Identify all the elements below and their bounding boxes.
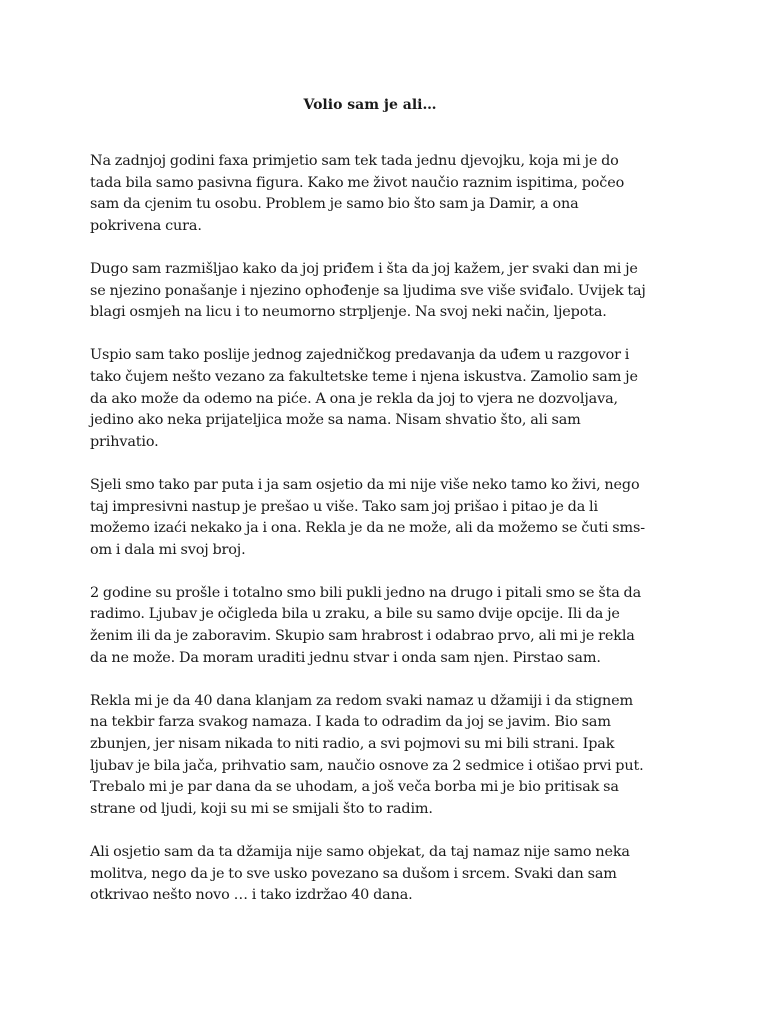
text-line: Ali osjetio sam da ta džamija nije samo objekat, da taj namaz nije samo neka [90,844,630,860]
text-line: strane od ljudi, koji su mi se smijali što to radim. [90,800,433,817]
text-line: pokrivena cura. [90,217,202,234]
text-line: tada bila samo pasivna figura. Kako me život naučio raznim ispitima, počeo [90,174,625,191]
text-line: 2 godine su prošle i totalno smo bili pukli jedno na drugo i pitali smo se šta da [90,584,642,601]
paragraph-2 [90,259,680,324]
text-line: Rekla mi je da 40 dana klanjam za redom svaki namaz u džamiji i da stignem [90,692,634,709]
text-line: da ako može da odemo na piće. A ona je rekla da joj to vjera ne dozvoljava, [90,390,618,407]
text-line: zbunjen, jer nisam nikada to niti radio, a svi pojmovi su mi bili strani. Ipak [90,736,615,753]
text-line: prihvatio. [90,433,159,450]
paragraph-7 [90,842,680,907]
text-line: om i dala mi svoj broj. [90,541,246,558]
text-line: blagi osmjeh na licu i to neumorno strpljenje. Na svoj neki način, ljepota. [90,304,607,321]
text-line: otkrivao nešto novo … i tako izdržao 40 dana. [90,887,413,904]
text-line: jedino ako neka prijateljica može sa nama. Nisam shvatio što, ali sam [90,412,581,429]
text-line: ljubav je bila jača, prihvatio sam, naučio osnove za 2 sedmice i otišao prvi put. [90,757,644,774]
paragraph-4 [90,475,680,561]
text-line: Uspio sam tako poslije jednog zajedničkog predavanja da uđem u razgovor i [90,347,630,364]
text-line: na tekbir farza svakog namaza. I kada to odradim da joj se javim. Bio sam [90,714,611,731]
paragraph-3 [90,345,680,453]
text-line: sam da cjenim tu osobu. Problem je samo bio što sam ja Damir, a ona [90,196,579,213]
paragraph-6 [90,691,680,821]
document-page [90,95,680,928]
text-line: taj impresivni nastup je prešao u više. Tako sam joj prišao i pitao je da li [90,498,598,515]
text-line: možemo izaći nekako ja i ona. Rekla je da ne može, ali da možemo se čuti sms- [90,520,645,537]
text-line: Dugo sam razmišljao kako da joj priđem i šta da joj kažem, jer svaki dan mi je [90,260,638,277]
text-line: Sjeli smo tako par puta i ja sam osjetio da mi nije više neko tamo ko živi, nego [90,476,640,493]
text-line: radimo. Ljubav je očigleda bila u zraku, a bile su samo dvije opcije. Ili da je [90,606,620,623]
text-line: Trebalo mi je par dana da se uhodam, a još veča borba mi je bio pritisak sa [90,779,619,796]
text-line: molitva, nego da je to sve usko povezano sa dušom i srcem. Svaki dan sam [90,865,617,882]
text-line: tako čujem nešto vezano za fakultetske teme i njena iskustva. Zamolio sam je [90,368,638,385]
paragraph-5 [90,583,680,669]
text-line: da ne može. Da moram uraditi jednu stvar i onda sam njen. Pirstao sam. [90,649,601,666]
paragraph-1 [90,151,680,237]
text-line: Na zadnjoj godini faxa primjetio sam tek tada jednu djevojku, koja mi je do [90,153,619,169]
document-title: Volio sam je ali… [303,97,437,113]
text-line: ženim ili da je zaboravim. Skupio sam hrabrost i odabrao prvo, ali mi je rekla [90,628,635,645]
text-line: se njezino ponašanje i njezino ophođenje sa ljudima sve više sviđalo. Uvijek taj [90,282,646,299]
